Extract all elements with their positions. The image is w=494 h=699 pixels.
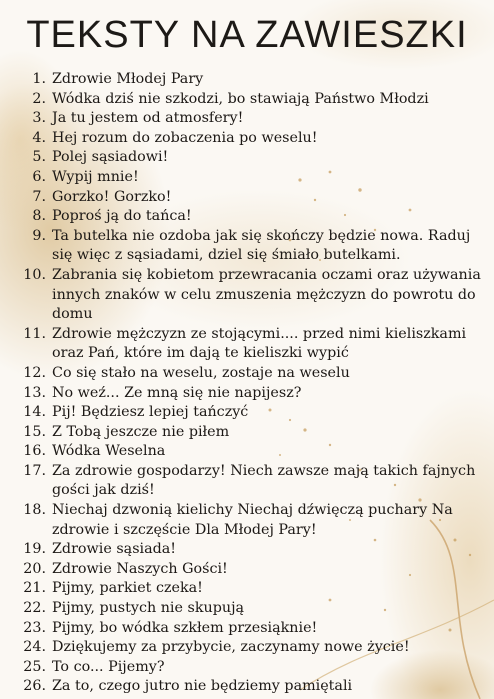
- item-text: Z Tobą jeszcze nie piłem: [52, 423, 230, 440]
- list-item: [12, 148, 482, 168]
- item-number: 5.: [32, 149, 46, 166]
- item-text: Polej sąsiadowi!: [52, 149, 169, 166]
- list-item: [12, 579, 482, 599]
- item-number: 25.: [23, 658, 46, 675]
- item-number: 26.: [23, 678, 46, 695]
- item-text: Zdrowie Młodej Pary: [52, 71, 204, 87]
- list-item: [12, 188, 482, 208]
- list-item: [12, 70, 482, 90]
- texts-list: [12, 70, 482, 697]
- item-text: Dziękujemy za przybycie, zaczynamy nowe życie!: [52, 639, 410, 656]
- item-text: Ja tu jestem od atmosfery!: [52, 110, 244, 127]
- item-number: 19.: [23, 541, 46, 558]
- item-number: 2.: [32, 90, 46, 107]
- item-text: Za zdrowie gospodarzy! Niech zawsze mają takich fajnych gości jak dziś!: [52, 462, 476, 499]
- item-number: 11.: [23, 325, 46, 342]
- item-text: Pij! Będziesz lepiej tańczyć: [52, 404, 249, 421]
- item-number: 1.: [32, 71, 46, 87]
- item-text: Gorzko! Gorzko!: [52, 188, 172, 205]
- item-text: Wódka Weselna: [52, 443, 166, 460]
- item-text: Poproś ją do tańca!: [52, 208, 192, 225]
- list-item: [12, 364, 482, 384]
- item-number: 7.: [32, 188, 46, 205]
- item-number: 20.: [23, 560, 46, 577]
- item-text: Wypij mnie!: [52, 168, 139, 185]
- item-text: Ta butelka nie ozdoba jak się skończy będzie nowa. Raduj się więc z sąsiadami, dziel się śmiało butelkami.: [52, 227, 471, 264]
- list-item: [12, 384, 482, 404]
- item-number: 4.: [32, 129, 46, 146]
- item-number: 10.: [23, 266, 46, 283]
- item-text: To co... Pijemy?: [52, 658, 165, 675]
- list-item: [12, 599, 482, 619]
- list-item: [12, 638, 482, 658]
- item-number: 6.: [32, 168, 46, 185]
- item-text: Wódka dziś nie szkodzi, bo stawiają Państwo Młodzi: [52, 90, 429, 107]
- item-text: Niechaj dzwonią kielichy Niechaj dźwięczą puchary Na zdrowie i szczęście Dla Młodej Pary!: [52, 502, 453, 538]
- list-item: [12, 540, 482, 560]
- item-number: 22.: [23, 600, 46, 617]
- item-number: 17.: [23, 462, 46, 479]
- item-text: Pijmy, parkiet czeka!: [52, 580, 203, 597]
- list-item: [12, 90, 482, 110]
- item-number: 15.: [23, 423, 46, 440]
- item-number: 16.: [23, 443, 46, 460]
- item-number: 9.: [32, 227, 46, 244]
- item-number: 23.: [23, 619, 46, 636]
- list-item: [12, 403, 482, 423]
- item-text: Zdrowie mężczyzn ze stojącymi.... przed nimi kieliszkami oraz Pań, które im dają te kieliszki wypić: [52, 325, 467, 362]
- list-item: [12, 109, 482, 129]
- list-item: [12, 501, 482, 540]
- item-text: Zabrania się kobietom przewracania oczami oraz używania innych znaków w celu zmuszenia mężczyzn do powrotu do domu: [52, 266, 481, 323]
- list-item: [12, 168, 482, 188]
- item-number: 8.: [32, 208, 46, 225]
- item-text: No weź... Ze mną się nie napijesz?: [52, 384, 302, 401]
- item-text: Za to, czego jutro nie będziemy pamiętali: [52, 678, 353, 695]
- list-item: [12, 560, 482, 580]
- list-item: [12, 129, 482, 149]
- item-text: Co się stało na weselu, zostaje na weselu: [52, 364, 350, 381]
- list-item: [12, 227, 482, 266]
- list-item: [12, 207, 482, 227]
- list-item: [12, 423, 482, 443]
- item-number: 21.: [23, 580, 46, 597]
- list-item: [12, 619, 482, 639]
- item-text: Hej rozum do zobaczenia po weselu!: [52, 129, 318, 146]
- item-text: Zdrowie Naszych Gości!: [52, 560, 228, 577]
- item-text: Pijmy, bo wódka szkłem przesiąknie!: [52, 619, 318, 636]
- item-number: 3.: [32, 110, 46, 127]
- list-item: [12, 658, 482, 678]
- list-item: [12, 677, 482, 697]
- page-title: TEKSTY NA ZAWIESZKI: [26, 14, 468, 56]
- item-number: 12.: [23, 364, 46, 381]
- item-number: 24.: [23, 639, 46, 656]
- item-text: Zdrowie sąsiada!: [52, 541, 177, 558]
- item-text: Pijmy, pustych nie skupują: [52, 600, 245, 617]
- item-number: 18.: [23, 502, 46, 519]
- list-item: [12, 325, 482, 364]
- list-item: [12, 266, 482, 325]
- list-item: [12, 442, 482, 462]
- list-item: [12, 462, 482, 501]
- item-number: 13.: [23, 384, 46, 401]
- item-number: 14.: [23, 404, 46, 421]
